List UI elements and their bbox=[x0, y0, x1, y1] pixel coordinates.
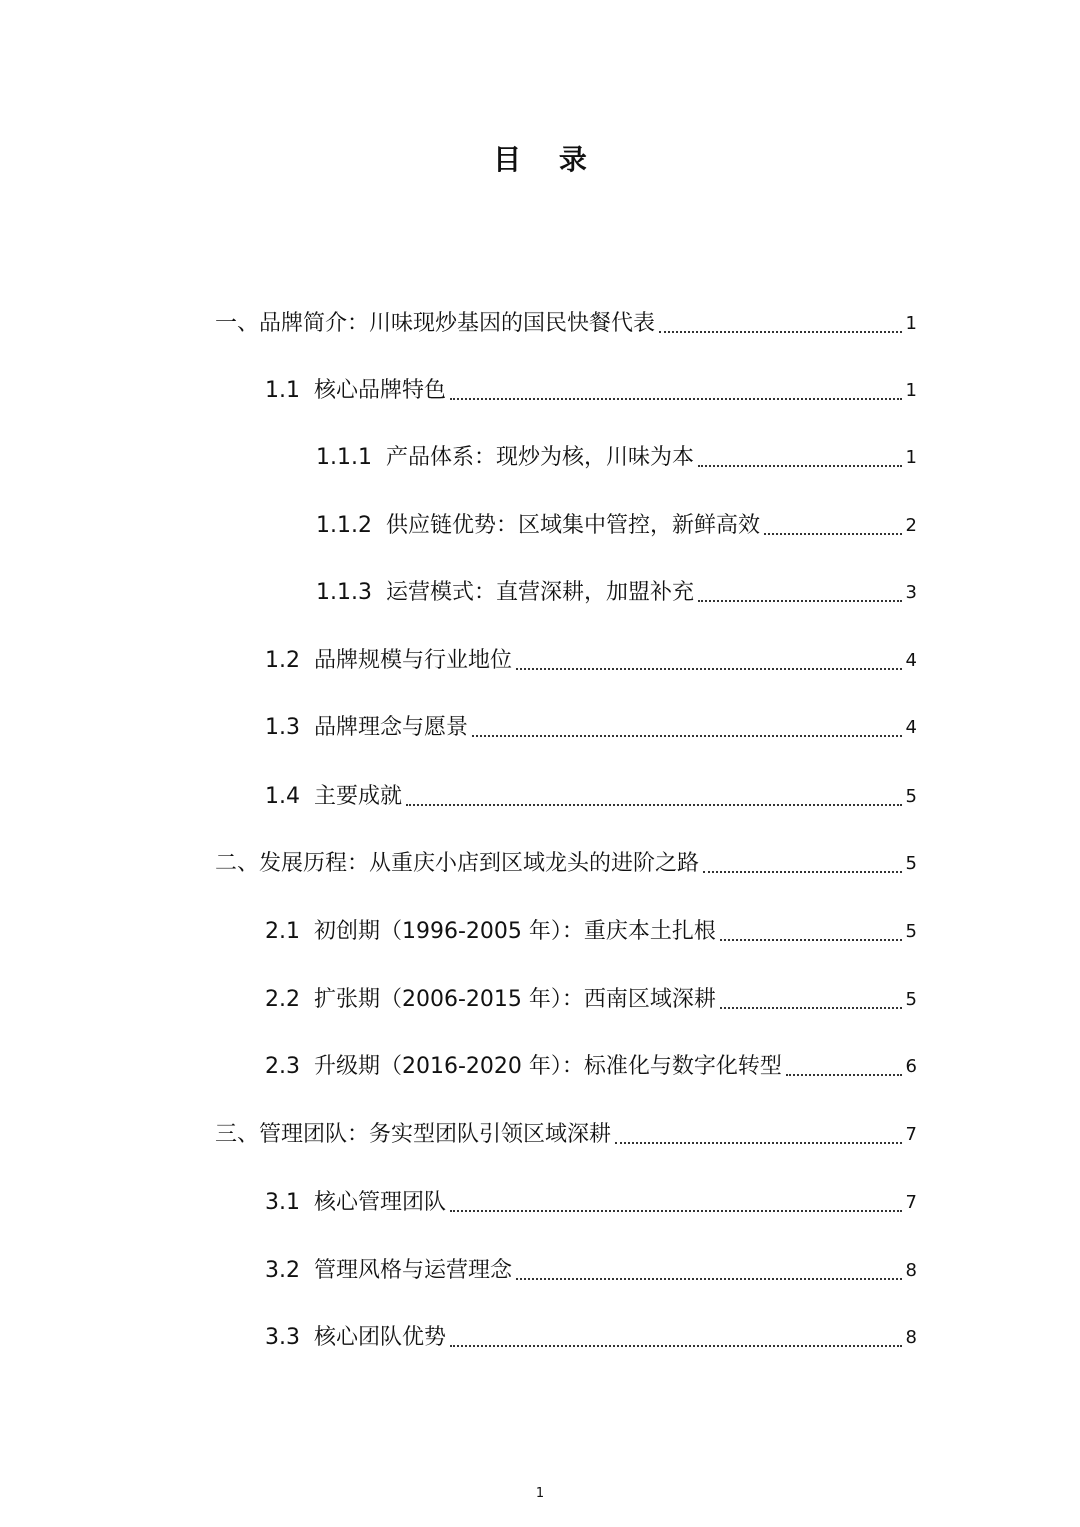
toc-entry-3-1[interactable] bbox=[265, 1183, 917, 1223]
toc-entry-1-1-1[interactable] bbox=[316, 438, 917, 478]
toc-section-number: 3.1 bbox=[265, 1190, 300, 1215]
toc-entry-chapter-2[interactable] bbox=[215, 844, 917, 884]
toc-section-number: 3.3 bbox=[265, 1325, 300, 1350]
toc-entry-1-1[interactable] bbox=[265, 371, 917, 411]
toc-page-number: 2 bbox=[905, 515, 917, 536]
toc-entry-title: 供应链优势：区域集中管控，新鲜高效 bbox=[385, 513, 760, 538]
toc-section-number: 1.1.3 bbox=[316, 580, 372, 605]
toc-entry-title: 核心管理团队 bbox=[314, 1190, 447, 1215]
toc-page-number: 4 bbox=[905, 650, 917, 671]
page-title: 目 录 bbox=[493, 143, 601, 176]
toc-entry-1-3[interactable] bbox=[265, 708, 917, 748]
toc-entry-title: 升级期（2016-2020 年）：标准化与数字化转型 bbox=[314, 1054, 782, 1079]
toc-leader-dots bbox=[472, 735, 902, 737]
toc-entry-title: 运营模式：直营深耕，加盟补充 bbox=[385, 580, 694, 605]
toc-page-number: 1 bbox=[905, 313, 917, 334]
toc-page-number: 8 bbox=[905, 1260, 917, 1281]
toc-entry-chapter-3[interactable] bbox=[215, 1115, 917, 1155]
toc-entry-1-4[interactable] bbox=[265, 777, 917, 817]
page-footer-number: 1 bbox=[535, 1486, 545, 1501]
toc-leader-dots bbox=[703, 871, 902, 873]
toc-entry-1-1-2[interactable] bbox=[316, 506, 917, 546]
toc-entry-title: 主要成就 bbox=[314, 784, 403, 809]
toc-entry-2-3[interactable] bbox=[265, 1047, 917, 1087]
toc-section-number: 1.2 bbox=[265, 648, 300, 673]
toc-entry-1-1-3[interactable] bbox=[316, 573, 917, 613]
toc-entry-title: 一、品牌简介：川味现炒基因的国民快餐代表 bbox=[215, 311, 656, 336]
toc-entry-2-1[interactable] bbox=[265, 912, 917, 952]
toc-page-number: 1 bbox=[905, 447, 917, 468]
toc-page-number: 5 bbox=[905, 853, 917, 874]
toc-leader-dots bbox=[516, 1278, 902, 1280]
toc-entry-3-2[interactable] bbox=[265, 1251, 917, 1291]
toc-page-number: 3 bbox=[905, 582, 917, 603]
toc-leader-dots bbox=[450, 1210, 902, 1212]
toc-page-number: 7 bbox=[905, 1192, 917, 1213]
toc-leader-dots bbox=[720, 939, 902, 941]
toc-leader-dots bbox=[406, 804, 902, 806]
toc-page-number: 6 bbox=[905, 1056, 917, 1077]
toc-leader-dots bbox=[720, 1007, 902, 1009]
toc-entry-title: 产品体系：现炒为核，川味为本 bbox=[385, 445, 694, 470]
toc-entry-chapter-1[interactable] bbox=[215, 304, 917, 344]
toc-leader-dots bbox=[698, 600, 902, 602]
toc-section-number: 2.3 bbox=[265, 1054, 300, 1079]
toc-entry-3-3[interactable] bbox=[265, 1318, 917, 1358]
toc-entry-1-2[interactable] bbox=[265, 641, 917, 681]
toc-page-number: 5 bbox=[905, 921, 917, 942]
toc-leader-dots bbox=[786, 1074, 902, 1076]
toc-entry-title: 品牌理念与愿景 bbox=[314, 715, 469, 740]
toc-leader-dots bbox=[764, 533, 902, 535]
toc-section-number: 1.1.1 bbox=[316, 445, 372, 470]
toc-leader-dots bbox=[659, 331, 902, 333]
toc-page-number: 4 bbox=[905, 717, 917, 738]
toc-leader-dots bbox=[615, 1142, 902, 1144]
toc-section-number: 1.1 bbox=[265, 378, 300, 403]
toc-entry-title: 三、管理团队：务实型团队引领区域深耕 bbox=[215, 1122, 612, 1147]
toc-entry-title: 核心品牌特色 bbox=[314, 378, 447, 403]
toc-entry-title: 扩张期（2006-2015 年）：西南区域深耕 bbox=[314, 987, 716, 1012]
toc-entry-title: 管理风格与运营理念 bbox=[314, 1258, 513, 1283]
toc-page-number: 7 bbox=[905, 1124, 917, 1145]
toc-section-number: 3.2 bbox=[265, 1258, 300, 1283]
toc-section-number: 1.1.2 bbox=[316, 513, 372, 538]
toc-page-number: 5 bbox=[905, 786, 917, 807]
toc-section-number: 1.3 bbox=[265, 715, 300, 740]
toc-entry-2-2[interactable] bbox=[265, 980, 917, 1020]
toc-entry-title: 初创期（1996-2005 年）：重庆本土扎根 bbox=[314, 919, 716, 944]
toc-page-number: 5 bbox=[905, 989, 917, 1010]
toc-section-number: 2.2 bbox=[265, 987, 300, 1012]
toc-page-number: 8 bbox=[905, 1327, 917, 1348]
toc-page-number: 1 bbox=[905, 380, 917, 401]
toc-entry-title: 品牌规模与行业地位 bbox=[314, 648, 513, 673]
toc-leader-dots bbox=[450, 1345, 902, 1347]
toc-section-number: 2.1 bbox=[265, 919, 300, 944]
toc-entry-title: 二、发展历程：从重庆小店到区域龙头的进阶之路 bbox=[215, 851, 700, 876]
toc-leader-dots bbox=[516, 668, 902, 670]
toc-entry-title: 核心团队优势 bbox=[314, 1325, 447, 1350]
toc-leader-dots bbox=[698, 465, 902, 467]
toc-leader-dots bbox=[450, 398, 902, 400]
toc-section-number: 1.4 bbox=[265, 784, 300, 809]
